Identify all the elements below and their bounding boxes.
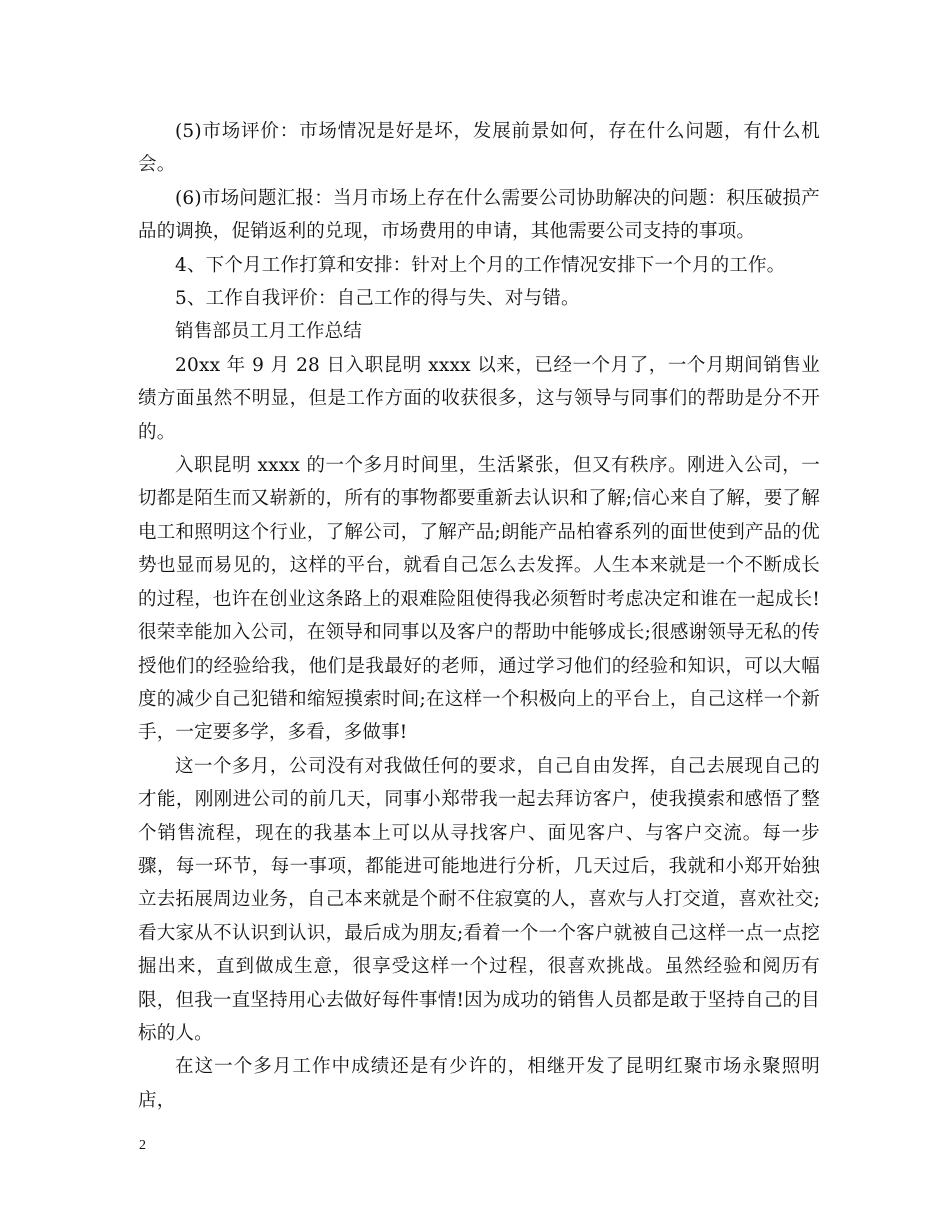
paragraph-achievements: 在这一个多月工作中成绩还是有少许的，相继开发了昆明红聚市场永聚照明店， — [138, 1056, 820, 1111]
paragraph-market-issues-report: (6)市场问题汇报：当月市场上存在什么需要公司协助解决的问题：积压破损产品的调换，促销返利的兑现，市场费用的申请，其他需要公司支持的事项。 — [138, 187, 820, 243]
paragraph-self-evaluation: 5、工作自我评价：自己工作的得与失、对与错。 — [175, 288, 580, 310]
paragraph-first-month-experience: 入职昆明 xxxx 的一个多月时间里，生活紧张，但又有秩序。刚进入公司，一切都是陌生而又崭新的，所有的事物都要重新去认识和了解;信心来自了解，要了解电工和照明这个行业，了解公司，了解产品;朗能产品柏睿系列的面世使到产品的优势也显而易见的，这样的平台，就看自己怎么去发挥。人生本来就是一个不断成长的过程，也许在创业这条路上的艰难险阻使得我必须暂时考虑决定和谁在一起成长!很荣幸能加入公司，在领导和同事以及客户的帮助中能够成长;很感谢领导无私的传授他们的经验给我，他们是我最好的老师，通过学习他们的经验和知识，可以大幅度的减少自己犯错和缩短摸索时间;在这样一个积极向上的平台上，自己这样一个新手，一定要多学，多看，多做事! — [138, 455, 820, 744]
section-heading: 销售部员工月工作总结 — [175, 321, 363, 343]
paragraph-market-evaluation: (5)市场评价：市场情况是好是坏，发展前景如何，存在什么问题，有什么机会。 — [138, 121, 820, 176]
paragraph-joining-intro: 20xx 年 9 月 28 日入职昆明 xxxx 以来，已经一个月了，一个月期间销售业绩方面虽然不明显，但是工作方面的收获很多，这与领导与同事们的帮助是分不开的。 — [138, 354, 820, 443]
paragraph-sales-process: 这一个多月，公司没有对我做任何的要求，自己自由发挥，自己去展现自己的才能，刚刚进公司的前几天，同事小郑带我一起去拜访客户，使我摸索和感悟了整个销售流程，现在的我基本上可以从寻找客户、面见客户、与客户交流。每一步骤，每一环节，每一事项，都能进可能地进行分析，几天过后，我就和小郑开始独立去拓展周边业务，自己本来就是个耐不住寂寞的人，喜欢与人打交道，喜欢社交;看大家从不认识到认识，最后成为朋友;看着一个一个客户就被自己这样一点一点挖掘出来，直到做成生意，很享受这样一个过程，很喜欢挑战。虽然经验和阅历有限，但我一直坚持用心去做好每件事情!因为成功的销售人员都是敢于坚持自己的目标的人。 — [138, 755, 820, 1044]
paragraph-next-month-plan: 4、下个月工作打算和安排：针对上个月的工作情况安排下一个月的工作。 — [175, 254, 786, 276]
document-body — [138, 115, 820, 1117]
page-number: 2 — [139, 1138, 146, 1153]
